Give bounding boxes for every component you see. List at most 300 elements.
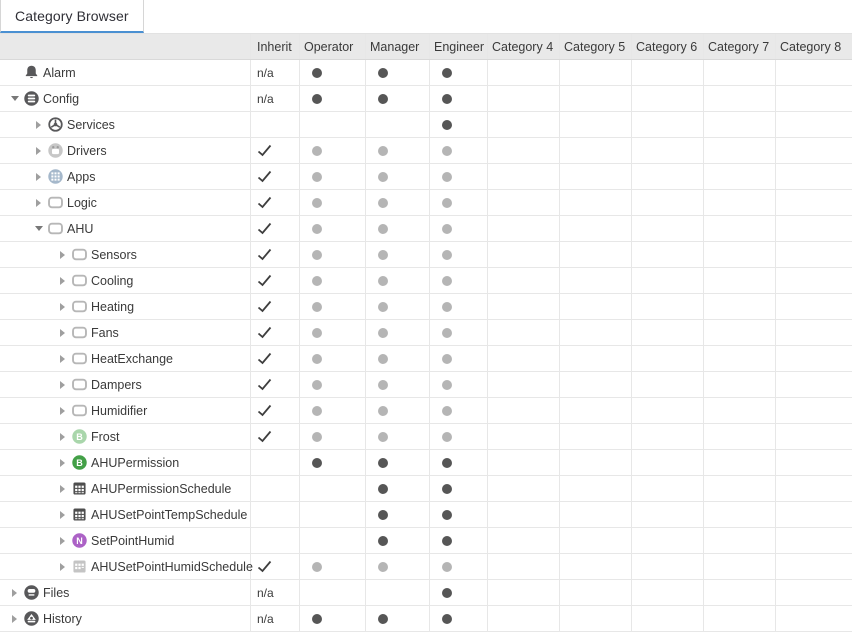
permission-cell-category-7[interactable]: [704, 190, 776, 215]
permission-cell-engineer[interactable]: [430, 60, 488, 85]
inherit-cell[interactable]: [251, 606, 300, 631]
permission-cell-category-5[interactable]: [560, 164, 632, 189]
permission-cell-category-6[interactable]: [632, 372, 704, 397]
expand-icon[interactable]: [55, 459, 70, 467]
permission-cell-category-6[interactable]: [632, 476, 704, 501]
inherit-cell[interactable]: [251, 294, 300, 319]
component-icon: [71, 246, 88, 263]
na-text: n/a: [257, 611, 274, 626]
permission-cell-manager[interactable]: [366, 398, 430, 423]
permission-cell-operator[interactable]: [300, 268, 366, 293]
expand-icon[interactable]: [7, 589, 22, 597]
permission-dot-light: [378, 406, 388, 416]
permission-cell-category-4[interactable]: [488, 606, 560, 631]
permission-cell-operator[interactable]: [300, 164, 366, 189]
permission-cell-manager[interactable]: [366, 450, 430, 475]
expand-icon[interactable]: [31, 173, 46, 181]
permission-cell-category-7[interactable]: [704, 60, 776, 85]
permission-dot-light: [312, 276, 322, 286]
permission-cell-category-5[interactable]: [560, 60, 632, 85]
expand-icon[interactable]: [55, 537, 70, 545]
permission-cell-engineer[interactable]: [430, 320, 488, 345]
row-name-cell[interactable]: [0, 190, 251, 215]
permission-cell-category-5[interactable]: [560, 190, 632, 215]
permission-cell-category-8[interactable]: [776, 424, 852, 449]
row-name-cell[interactable]: [0, 580, 251, 605]
permission-cell-category-8[interactable]: [776, 112, 852, 137]
table-row[interactable]: [0, 138, 852, 164]
permission-cell-manager[interactable]: [366, 190, 430, 215]
row-label: Logic: [67, 195, 97, 210]
permission-cell-category-6[interactable]: [632, 398, 704, 423]
permission-cell-category-5[interactable]: [560, 398, 632, 423]
permission-cell-engineer[interactable]: [430, 554, 488, 579]
permission-cell-category-7[interactable]: [704, 346, 776, 371]
permission-cell-category-8[interactable]: [776, 164, 852, 189]
tab-label: Category Browser: [15, 7, 129, 24]
inherit-cell[interactable]: [251, 86, 300, 111]
row-name-cell[interactable]: [0, 320, 251, 345]
row-name-cell[interactable]: [0, 606, 251, 631]
permission-cell-category-4[interactable]: [488, 190, 560, 215]
permission-cell-category-6[interactable]: [632, 502, 704, 527]
table-row[interactable]: [0, 372, 852, 398]
inherit-cell[interactable]: [251, 580, 300, 605]
permission-cell-manager[interactable]: [366, 476, 430, 501]
permission-cell-category-8[interactable]: [776, 320, 852, 345]
permission-cell-category-8[interactable]: [776, 606, 852, 631]
permission-dot-light: [312, 302, 322, 312]
inherit-cell[interactable]: [251, 164, 300, 189]
permission-cell-category-7[interactable]: [704, 450, 776, 475]
table-row[interactable]: [0, 606, 852, 632]
permission-cell-category-4[interactable]: [488, 242, 560, 267]
permission-dot-light: [378, 250, 388, 260]
permission-cell-manager[interactable]: [366, 424, 430, 449]
permission-cell-category-8[interactable]: [776, 502, 852, 527]
table-row[interactable]: [0, 398, 852, 424]
permission-cell-operator[interactable]: [300, 476, 366, 501]
permission-cell-manager[interactable]: [366, 86, 430, 111]
permission-cell-manager[interactable]: [366, 554, 430, 579]
permission-cell-category-5[interactable]: [560, 216, 632, 241]
permission-cell-category-5[interactable]: [560, 450, 632, 475]
permission-cell-category-8[interactable]: [776, 372, 852, 397]
permission-cell-category-4[interactable]: [488, 112, 560, 137]
permission-cell-category-8[interactable]: [776, 294, 852, 319]
permission-cell-category-5[interactable]: [560, 554, 632, 579]
permission-cell-operator[interactable]: [300, 190, 366, 215]
permission-cell-category-6[interactable]: [632, 60, 704, 85]
expand-icon[interactable]: [7, 615, 22, 623]
header-category-6: Category 6: [632, 34, 704, 59]
permission-dot-dark: [442, 614, 452, 624]
table-row[interactable]: [0, 554, 852, 580]
row-name-cell[interactable]: [0, 112, 251, 137]
permission-cell-operator[interactable]: [300, 398, 366, 423]
permission-dot-dark: [442, 120, 452, 130]
inherit-cell[interactable]: [251, 502, 300, 527]
permission-cell-category-7[interactable]: [704, 372, 776, 397]
row-label: HeatExchange: [91, 351, 174, 366]
table-row[interactable]: [0, 528, 852, 554]
permission-cell-operator[interactable]: [300, 346, 366, 371]
row-name-cell[interactable]: [0, 424, 251, 449]
collapse-icon[interactable]: [31, 226, 46, 231]
permission-cell-operator[interactable]: [300, 450, 366, 475]
permission-cell-category-4[interactable]: [488, 60, 560, 85]
permission-cell-category-7[interactable]: [704, 294, 776, 319]
permission-cell-category-4[interactable]: [488, 138, 560, 163]
component-icon: [47, 194, 64, 211]
permission-cell-engineer[interactable]: [430, 580, 488, 605]
row-name-cell[interactable]: [0, 86, 251, 111]
permission-cell-category-7[interactable]: [704, 216, 776, 241]
permission-cell-category-5[interactable]: [560, 476, 632, 501]
permission-cell-category-6[interactable]: [632, 190, 704, 215]
permission-cell-category-5[interactable]: [560, 580, 632, 605]
permission-dot-light: [442, 406, 452, 416]
permission-cell-category-7[interactable]: [704, 398, 776, 423]
expand-icon[interactable]: [55, 251, 70, 259]
permission-cell-category-6[interactable]: [632, 242, 704, 267]
permission-cell-manager[interactable]: [366, 606, 430, 631]
permission-cell-engineer[interactable]: [430, 268, 488, 293]
permission-cell-category-6[interactable]: [632, 216, 704, 241]
check-icon: [257, 560, 272, 573]
expand-icon[interactable]: [31, 199, 46, 207]
permission-cell-category-6[interactable]: [632, 294, 704, 319]
table-row[interactable]: [0, 190, 852, 216]
row-label: AHUSetPointHumidSchedule: [91, 559, 253, 574]
permission-cell-category-8[interactable]: [776, 138, 852, 163]
inherit-cell[interactable]: [251, 398, 300, 423]
expand-icon[interactable]: [55, 407, 70, 415]
check-icon: [257, 222, 272, 235]
check-icon: [257, 248, 272, 261]
table-row[interactable]: [0, 320, 852, 346]
permission-cell-operator[interactable]: [300, 424, 366, 449]
permission-cell-operator[interactable]: [300, 320, 366, 345]
expand-icon[interactable]: [55, 277, 70, 285]
permission-cell-engineer[interactable]: [430, 476, 488, 501]
inherit-cell[interactable]: [251, 372, 300, 397]
expand-icon[interactable]: [55, 381, 70, 389]
permission-cell-engineer[interactable]: [430, 216, 488, 241]
permission-cell-category-5[interactable]: [560, 528, 632, 553]
expand-icon[interactable]: [31, 121, 46, 129]
permission-cell-operator[interactable]: [300, 138, 366, 163]
table-row[interactable]: [0, 112, 852, 138]
permission-cell-category-7[interactable]: [704, 554, 776, 579]
permission-cell-engineer[interactable]: [430, 112, 488, 137]
inherit-cell[interactable]: [251, 528, 300, 553]
permission-cell-category-8[interactable]: [776, 86, 852, 111]
permission-cell-category-5[interactable]: [560, 138, 632, 163]
permission-cell-category-6[interactable]: [632, 424, 704, 449]
permission-cell-category-5[interactable]: [560, 606, 632, 631]
table-row[interactable]: [0, 86, 852, 112]
inherit-cell[interactable]: [251, 424, 300, 449]
permission-cell-category-6[interactable]: [632, 450, 704, 475]
permission-cell-manager[interactable]: [366, 112, 430, 137]
check-icon: [257, 274, 272, 287]
expand-icon[interactable]: [55, 511, 70, 519]
permission-cell-category-5[interactable]: [560, 294, 632, 319]
permission-cell-category-4[interactable]: [488, 398, 560, 423]
permission-cell-category-7[interactable]: [704, 502, 776, 527]
permission-cell-category-8[interactable]: [776, 528, 852, 553]
collapse-icon[interactable]: [7, 96, 22, 101]
table-row[interactable]: [0, 164, 852, 190]
permission-cell-manager[interactable]: [366, 346, 430, 371]
header-category-8: Category 8: [780, 39, 842, 54]
permission-cell-engineer[interactable]: [430, 424, 488, 449]
permission-cell-manager[interactable]: [366, 580, 430, 605]
permission-cell-engineer[interactable]: [430, 138, 488, 163]
permission-cell-category-7[interactable]: [704, 268, 776, 293]
row-name-cell[interactable]: [0, 294, 251, 319]
permission-cell-engineer[interactable]: [430, 502, 488, 527]
inherit-cell[interactable]: [251, 268, 300, 293]
row-name-cell[interactable]: [0, 476, 251, 501]
row-name-cell[interactable]: [0, 60, 251, 85]
row-name-cell[interactable]: [0, 216, 251, 241]
permission-cell-operator[interactable]: [300, 372, 366, 397]
permission-cell-category-5[interactable]: [560, 268, 632, 293]
permission-cell-category-4[interactable]: [488, 580, 560, 605]
expand-icon[interactable]: [55, 563, 70, 571]
permission-cell-category-5[interactable]: [560, 86, 632, 111]
inherit-cell[interactable]: [251, 112, 300, 137]
permission-cell-category-6[interactable]: [632, 320, 704, 345]
permission-cell-category-8[interactable]: [776, 242, 852, 267]
permission-cell-engineer[interactable]: [430, 398, 488, 423]
permission-cell-category-5[interactable]: [560, 242, 632, 267]
permission-dot-light: [442, 354, 452, 364]
table-row[interactable]: [0, 294, 852, 320]
permission-cell-operator[interactable]: [300, 554, 366, 579]
permission-cell-category-7[interactable]: [704, 112, 776, 137]
permission-cell-category-7[interactable]: [704, 164, 776, 189]
permission-cell-category-8[interactable]: [776, 554, 852, 579]
permission-cell-category-7[interactable]: [704, 528, 776, 553]
row-name-cell[interactable]: [0, 502, 251, 527]
permission-cell-category-4[interactable]: [488, 476, 560, 501]
permission-cell-category-4[interactable]: [488, 424, 560, 449]
permission-cell-category-8[interactable]: [776, 60, 852, 85]
expand-icon[interactable]: [31, 147, 46, 155]
row-name-cell[interactable]: [0, 164, 251, 189]
permission-cell-category-4[interactable]: [488, 216, 560, 241]
permission-cell-category-7[interactable]: [704, 242, 776, 267]
permission-dot-dark: [378, 458, 388, 468]
permission-cell-category-6[interactable]: [632, 606, 704, 631]
permission-cell-operator[interactable]: [300, 606, 366, 631]
permission-cell-category-4[interactable]: [488, 450, 560, 475]
permission-cell-category-8[interactable]: [776, 580, 852, 605]
permission-cell-manager[interactable]: [366, 164, 430, 189]
permission-cell-category-8[interactable]: [776, 398, 852, 423]
permission-cell-category-6[interactable]: [632, 554, 704, 579]
permission-cell-category-8[interactable]: [776, 346, 852, 371]
check-icon: [257, 430, 272, 443]
permission-cell-category-6[interactable]: [632, 164, 704, 189]
permission-cell-category-6[interactable]: [632, 86, 704, 111]
inherit-cell[interactable]: [251, 242, 300, 267]
permission-cell-category-4[interactable]: [488, 528, 560, 553]
permission-cell-category-7[interactable]: [704, 86, 776, 111]
table-row[interactable]: [0, 424, 852, 450]
inherit-cell[interactable]: [251, 60, 300, 85]
permission-cell-category-4[interactable]: [488, 554, 560, 579]
table-row[interactable]: [0, 450, 852, 476]
row-label: Fans: [91, 325, 119, 340]
permission-cell-category-6[interactable]: [632, 112, 704, 137]
tab-category-browser[interactable]: [0, 0, 144, 33]
permission-cell-operator[interactable]: [300, 216, 366, 241]
permission-cell-category-8[interactable]: [776, 450, 852, 475]
permission-cell-category-7[interactable]: [704, 138, 776, 163]
permission-cell-operator[interactable]: [300, 528, 366, 553]
row-name-cell[interactable]: [0, 268, 251, 293]
permission-cell-category-5[interactable]: [560, 346, 632, 371]
table-row[interactable]: [0, 216, 852, 242]
permission-cell-manager[interactable]: [366, 216, 430, 241]
permission-cell-manager[interactable]: [366, 320, 430, 345]
expand-icon[interactable]: [55, 355, 70, 363]
permission-cell-category-5[interactable]: [560, 424, 632, 449]
permission-dot-dark: [442, 458, 452, 468]
permission-cell-engineer[interactable]: [430, 528, 488, 553]
permission-cell-category-8[interactable]: [776, 268, 852, 293]
permission-cell-operator[interactable]: [300, 60, 366, 85]
inherit-cell[interactable]: [251, 320, 300, 345]
permission-cell-category-5[interactable]: [560, 112, 632, 137]
row-name-cell[interactable]: [0, 346, 251, 371]
permission-cell-category-4[interactable]: [488, 502, 560, 527]
permission-dot-dark: [378, 510, 388, 520]
permission-cell-category-7[interactable]: [704, 320, 776, 345]
row-name-cell[interactable]: [0, 138, 251, 163]
permission-cell-category-8[interactable]: [776, 190, 852, 215]
permission-cell-manager[interactable]: [366, 528, 430, 553]
permission-cell-engineer[interactable]: [430, 606, 488, 631]
inherit-cell[interactable]: [251, 554, 300, 579]
permission-cell-engineer[interactable]: [430, 190, 488, 215]
permission-cell-category-4[interactable]: [488, 164, 560, 189]
row-name-cell[interactable]: [0, 242, 251, 267]
expand-icon[interactable]: [55, 433, 70, 441]
permission-cell-category-8[interactable]: [776, 216, 852, 241]
permission-cell-category-4[interactable]: [488, 268, 560, 293]
permission-cell-category-7[interactable]: [704, 606, 776, 631]
expand-icon[interactable]: [55, 303, 70, 311]
permission-cell-engineer[interactable]: [430, 450, 488, 475]
table-row[interactable]: [0, 346, 852, 372]
inherit-cell[interactable]: [251, 476, 300, 501]
permission-cell-category-4[interactable]: [488, 86, 560, 111]
inherit-cell[interactable]: [251, 450, 300, 475]
permission-dot-light: [442, 172, 452, 182]
permission-cell-category-6[interactable]: [632, 268, 704, 293]
permission-cell-category-4[interactable]: [488, 346, 560, 371]
permission-cell-engineer[interactable]: [430, 164, 488, 189]
inherit-cell[interactable]: [251, 216, 300, 241]
check-icon: [257, 326, 272, 339]
permission-cell-engineer[interactable]: [430, 346, 488, 371]
row-name-cell[interactable]: [0, 554, 251, 579]
permission-cell-category-6[interactable]: [632, 528, 704, 553]
permission-cell-manager[interactable]: [366, 60, 430, 85]
row-name-cell[interactable]: [0, 398, 251, 423]
bool-point-faded-icon: [71, 428, 88, 445]
permission-dot-light: [442, 432, 452, 442]
permission-cell-engineer[interactable]: [430, 294, 488, 319]
permission-cell-category-7[interactable]: [704, 476, 776, 501]
permission-cell-engineer[interactable]: [430, 242, 488, 267]
row-name-cell[interactable]: [0, 528, 251, 553]
permission-cell-manager[interactable]: [366, 242, 430, 267]
permission-cell-operator[interactable]: [300, 86, 366, 111]
table-row[interactable]: [0, 580, 852, 606]
permission-cell-manager[interactable]: [366, 268, 430, 293]
expand-icon[interactable]: [55, 329, 70, 337]
permission-cell-category-4[interactable]: [488, 372, 560, 397]
permission-cell-operator[interactable]: [300, 242, 366, 267]
permission-cell-category-7[interactable]: [704, 580, 776, 605]
history-icon: [23, 610, 40, 627]
permission-cell-category-7[interactable]: [704, 424, 776, 449]
permission-cell-manager[interactable]: [366, 294, 430, 319]
permission-cell-category-8[interactable]: [776, 476, 852, 501]
permission-cell-engineer[interactable]: [430, 86, 488, 111]
drivers-icon: [47, 142, 64, 159]
permission-cell-category-4[interactable]: [488, 320, 560, 345]
table-row[interactable]: [0, 242, 852, 268]
expand-icon[interactable]: [55, 485, 70, 493]
permission-cell-category-4[interactable]: [488, 294, 560, 319]
inherit-cell[interactable]: [251, 190, 300, 215]
row-label: Frost: [91, 429, 120, 444]
table-row[interactable]: [0, 502, 852, 528]
permission-cell-operator[interactable]: [300, 294, 366, 319]
permission-cell-operator[interactable]: [300, 112, 366, 137]
table-row[interactable]: [0, 60, 852, 86]
permission-dot-light: [442, 224, 452, 234]
permission-cell-operator[interactable]: [300, 502, 366, 527]
row-name-cell[interactable]: [0, 450, 251, 475]
permission-cell-category-6[interactable]: [632, 138, 704, 163]
permission-cell-category-6[interactable]: [632, 580, 704, 605]
permission-cell-category-5[interactable]: [560, 502, 632, 527]
permission-cell-manager[interactable]: [366, 138, 430, 163]
permission-cell-category-5[interactable]: [560, 320, 632, 345]
inherit-cell[interactable]: [251, 346, 300, 371]
permission-dot-light: [378, 276, 388, 286]
permission-cell-category-5[interactable]: [560, 372, 632, 397]
permission-cell-manager[interactable]: [366, 502, 430, 527]
permission-cell-operator[interactable]: [300, 580, 366, 605]
table-row[interactable]: [0, 268, 852, 294]
permission-cell-category-6[interactable]: [632, 346, 704, 371]
row-name-cell[interactable]: [0, 372, 251, 397]
permission-cell-engineer[interactable]: [430, 372, 488, 397]
svg-text:N: N: [76, 535, 83, 546]
inherit-cell[interactable]: [251, 138, 300, 163]
permission-cell-manager[interactable]: [366, 372, 430, 397]
table-row[interactable]: [0, 476, 852, 502]
